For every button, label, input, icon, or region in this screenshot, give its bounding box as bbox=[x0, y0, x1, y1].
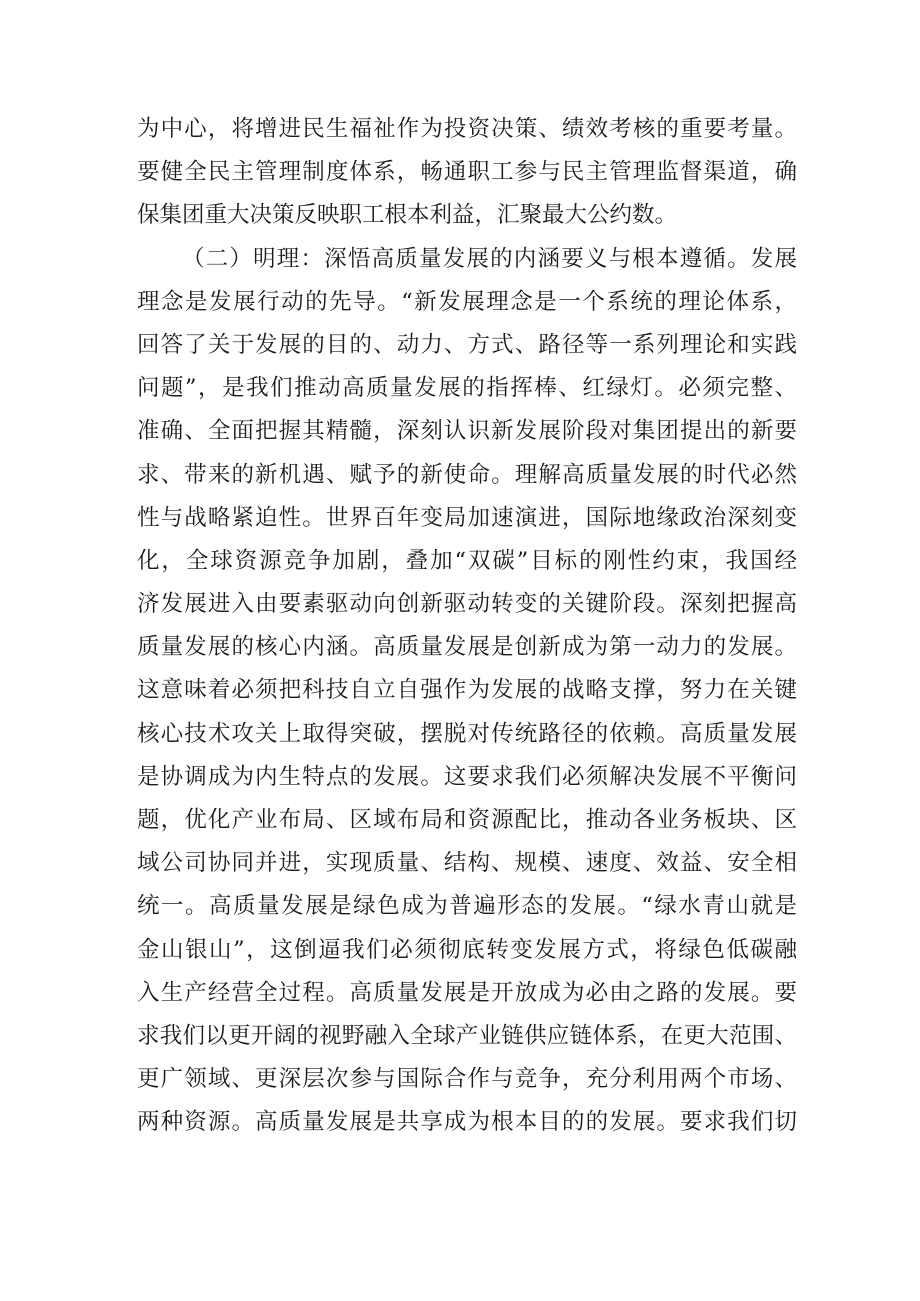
text-line: 入生产经营全过程。高质量发展是开放成为必由之路的发展。要 bbox=[137, 979, 797, 1006]
text-line: 求我们以更开阔的视野融入全球产业链供应链体系，在更大范围、 bbox=[137, 1022, 797, 1049]
text-line: 这意味着必须把科技自立自强作为发展的战略支撑，努力在关键 bbox=[137, 677, 797, 704]
text-line: 要健全民主管理制度体系，畅通职工参与民主管理监督渠道，确 bbox=[137, 159, 797, 186]
text-line: 准确、全面把握其精髓，深刻认识新发展阶段对集团提出的新要 bbox=[137, 418, 797, 445]
text-line: 化，全球资源竞争加剧，叠加“双碳”目标的刚性约束，我国经 bbox=[137, 547, 797, 574]
text-line: 回答了关于发展的目的、动力、方式、路径等一系列理论和实践 bbox=[137, 331, 797, 358]
text-line: 金山银山”，这倒逼我们必须彻底转变发展方式，将绿色低碳融 bbox=[137, 936, 797, 963]
text-line: 求、带来的新机遇、赋予的新使命。理解高质量发展的时代必然 bbox=[137, 461, 797, 488]
text-line: 为中心，将增进民生福祉作为投资决策、绩效考核的重要考量。 bbox=[137, 116, 797, 142]
body-text bbox=[137, 108, 797, 1145]
text-line: 域公司协同并进，实现质量、结构、规模、速度、效益、安全相 bbox=[137, 850, 797, 877]
text-line: 是协调成为内生特点的发展。这要求我们必须解决发展不平衡问 bbox=[137, 763, 797, 790]
text-line: 理念是发展行动的先导。“新发展理念是一个系统的理论体系， bbox=[137, 288, 797, 315]
text-line: 质量发展的核心内涵。高质量发展是创新成为第一动力的发展。 bbox=[137, 634, 797, 661]
text-line: 济发展进入由要素驱动向创新驱动转变的关键阶段。深刻把握高 bbox=[137, 591, 797, 618]
text-line: 性与战略紧迫性。世界百年变局加速演进，国际地缘政治深刻变 bbox=[137, 504, 797, 531]
text-line: 更广领域、更深层次参与国际合作与竞争，充分利用两个市场、 bbox=[137, 1066, 797, 1093]
text-line: 两种资源。高质量发展是共享成为根本目的的发展。要求我们切 bbox=[137, 1109, 797, 1136]
text-line: 题，优化产业布局、区域布局和资源配比，推动各业务板块、区 bbox=[137, 807, 797, 833]
text-line: 核心技术攻关上取得突破，摆脱对传统路径的依赖。高质量发展 bbox=[137, 720, 797, 747]
text-line: 统一。高质量发展是绿色成为普遍形态的发展。“绿水青山就是 bbox=[137, 893, 797, 920]
text-line: 问题”，是我们推动高质量发展的指挥棒、红绿灯。必须完整、 bbox=[137, 375, 797, 402]
text-line: 保集团重大决策反映职工根本利益，汇聚最大公约数。 bbox=[137, 202, 678, 229]
section-heading-line: （二）明理：深悟高质量发展的内涵要义与根本遵循。发展 bbox=[182, 245, 797, 272]
